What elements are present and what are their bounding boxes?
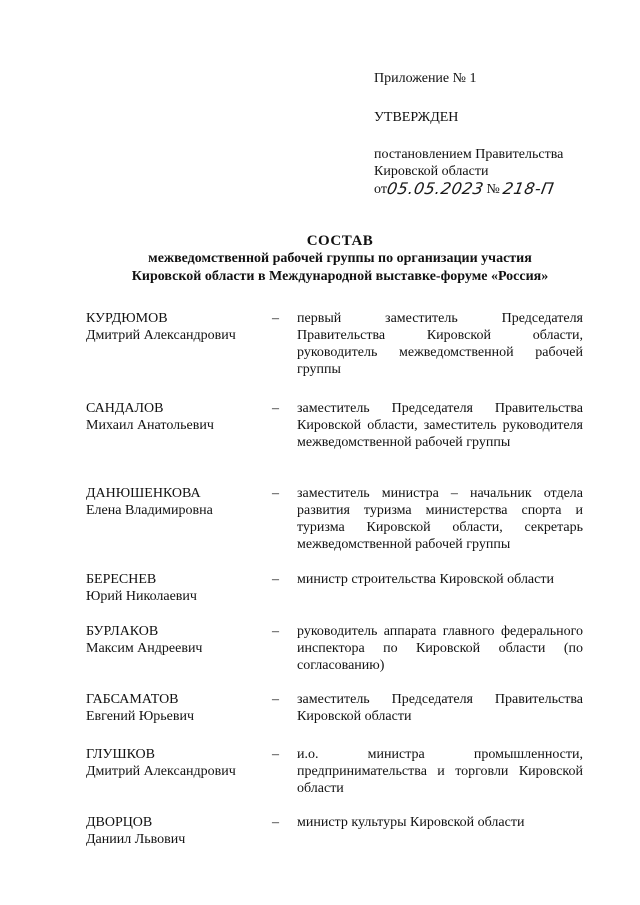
document-title (60, 232, 620, 286)
member-given-name: Даниил Львович (86, 832, 186, 847)
member-given-name: Дмитрий Александрович (86, 764, 236, 779)
date-prefix: от (374, 182, 387, 197)
appendix-label: Приложение № 1 (374, 71, 477, 86)
dash-separator: – (272, 572, 279, 587)
member-name (86, 746, 271, 780)
member-surname: САНДАЛОВ (86, 401, 164, 416)
member-role: первый заместитель Председателя Правительства Кировской области, руководитель межведомственной рабочей группы (297, 311, 583, 377)
title-line-3: Кировской области в Международной выставке-форуме «Россия» (131, 269, 549, 284)
member-role: руководитель аппарата главного федерального инспектора по Кировской области (по согласованию) (297, 624, 583, 673)
dash-separator: – (272, 624, 279, 639)
member-given-name: Дмитрий Александрович (86, 328, 236, 343)
dash-separator: – (272, 311, 279, 326)
member-name (86, 571, 271, 605)
member-surname: ДАНЮШЕНКОВА (86, 486, 201, 501)
title-main: СОСТАВ (306, 233, 374, 249)
member-surname: ДВОРЦОВ (86, 815, 153, 830)
member-name (86, 400, 271, 434)
member-surname: ГАБСАМАТОВ (86, 692, 179, 707)
member-role: министр строительства Кировской области (297, 572, 554, 587)
member-surname: БУРЛАКОВ (86, 624, 159, 639)
member-name (86, 310, 271, 344)
member-surname: КУРДЮМОВ (86, 311, 168, 326)
dash-separator: – (272, 747, 279, 762)
member-given-name: Евгений Юрьевич (86, 709, 195, 724)
dash-separator: – (272, 486, 279, 501)
dash-separator: – (272, 401, 279, 416)
member-given-name: Елена Владимировна (86, 503, 213, 518)
member-name (86, 691, 271, 725)
dash-separator: – (272, 692, 279, 707)
member-role: и.о. министра промышленности, предпринимательства и торговли Кировской области (297, 747, 583, 796)
member-role: заместитель министра – начальник отдела развития туризма министерства спорта и туризма Кировской области, секретарь межведомственной рабочей группы (297, 486, 583, 552)
member-role: заместитель Председателя Правительства Кировской области (297, 692, 583, 724)
decree-line-1: постановлением Правительства (374, 147, 564, 162)
member-surname: БЕРЕСНЕВ (86, 572, 157, 587)
member-given-name: Михаил Анатольевич (86, 418, 214, 433)
handwritten-date: 05.05.2023 (385, 179, 486, 198)
member-name (86, 814, 271, 848)
member-role: заместитель Председателя Правительства Кировской области, заместитель руководителя межведомственной рабочей группы (297, 401, 583, 450)
approval-stamp-block (374, 70, 604, 198)
member-given-name: Максим Андреевич (86, 641, 203, 656)
approved-label: УТВЕРЖДЕН (374, 110, 459, 125)
member-given-name: Юрий Николаевич (86, 589, 197, 604)
number-sign: № (486, 182, 500, 197)
member-surname: ГЛУШКОВ (86, 747, 156, 762)
member-name (86, 623, 271, 657)
title-line-2: межведомственной рабочей группы по организации участия (148, 251, 532, 266)
decree-date-number (374, 180, 604, 198)
handwritten-number: 218-П (501, 179, 556, 198)
member-role: министр культуры Кировской области (297, 815, 525, 830)
member-name (86, 485, 271, 519)
decree-line-2: Кировской области (374, 164, 489, 179)
dash-separator: – (272, 815, 279, 830)
